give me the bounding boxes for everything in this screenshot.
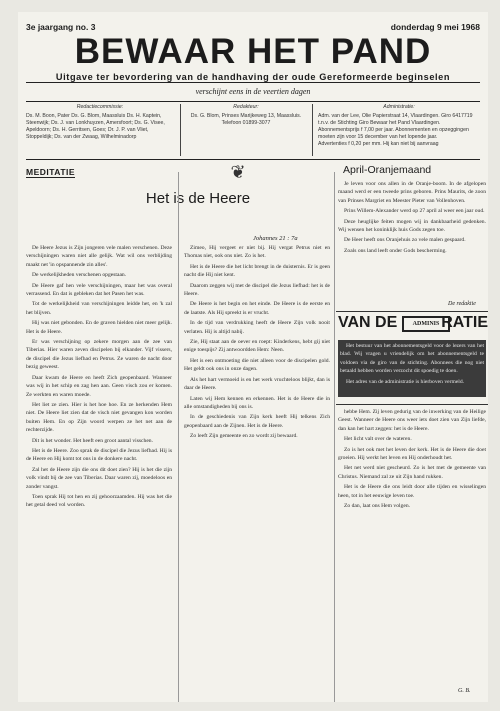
admin-block (318, 104, 480, 156)
paragraph: Zoals ons land leeft onder Gods bescherming. (344, 247, 447, 254)
admin-note: Advertenties f 0,20 per mm. Hij kan niet bij aanvraag (318, 141, 439, 147)
redaction-text: Ds. M. Boon, Pater Ds. G. Blom, Maassluis Ds. H. Kaptein, Steenwijk; Ds. J. van Lonkhuyzen, Amersfoort; Ds. G. Visee, Apeldoorn; Ds. H. Gerritsen, Goes; Dr. J. P. van Vliet, Stoppeldijk; Ds. van der Zwaag, Wilhelminadorp (26, 113, 165, 140)
paragraph: Het liet ze zien. Hier is het hoe hoe. En ze herkenden Hem niet. De Heere liet zien dat de visch niet gevangen kon worden buiten Hem. En op Zijn woord werpen ze het net aan de rechterzijde. (26, 401, 172, 434)
paragraph: Toen sprak Hij tot hen en zij gehoorzaamden. Hij was het die het getal deed vol worden. (26, 493, 172, 509)
divider (312, 104, 313, 156)
paragraph: Je leven voor ons allen in de Oranje-boom. In de afgelopen maand werd er een tweede prins geboren. Prins Maurits, de zoon van Prinses Margriet en Meester Pieter van Vollenhoven. (338, 181, 486, 204)
paragraph: Prins Willem-Alexander werd op 27 april al weer een jaar oud. (344, 208, 485, 215)
paragraph: Dit is het wonder. Het heeft een groot aantal visschen. (32, 437, 154, 444)
paragraph: Het adres van de administratie is hierboven vermeld. (346, 378, 465, 385)
editor-text: Ds. G. Blom, Prinses Marijkeweg 13, Maassluis. Telefoon 01899-3077 (190, 113, 302, 126)
column-divider (334, 172, 335, 702)
paragraph: Zimeo, Hij vergeet er niet bij. Hij vergat Petrus niet en Thomas niet, ook ons niet. Zo is het. (184, 245, 330, 260)
editor-block (186, 104, 306, 156)
divider (336, 311, 488, 312)
admin-text: Adm. van der Lee, Olie Papierstraat 14, Vlaardingen. Giro 6417719 t.n.v. de Stichting Giro Bewaar het Pand Vlaardingen. Abonnementsprijs f 7,00 per jaar. Abonnementen en opzeggingen moeten zijn voor 15 december van het lopende jaar. (318, 113, 473, 140)
heading-left: VAN DE (338, 314, 398, 331)
divider (26, 82, 480, 83)
paragraph: Zo leeft Zijn gemeente en zo wordt zij bewaard. (190, 433, 298, 440)
masthead-subtitle: Uitgave ter bevordering van de handhaving der oude Gereformeerde beginselen (55, 72, 451, 82)
paragraph: Zie, Hij staat aan de oever en roept: Kinderkens, hebt gij niet enige toespijs? Zij antwoordden Hem: Neen. (184, 339, 330, 354)
april-article (338, 180, 486, 300)
paragraph: De Heere Jezus is Zijn jongeren vele malen verschenen. Deze verschijningen waren niet alle gelijk. Wat wil ons verblijding maakt net 'in opspannende zin alles'. (26, 245, 172, 268)
april-title: April-Oranjemaand (343, 164, 432, 176)
paragraph: Het is de Heere. Zoo sprak de discipel die Jezus liefhad. Hij is de Heere en Hij komt tot ons in de donkere nacht. (26, 447, 172, 463)
paragraph: De Heere gaf hen vele verschijningen, maar het was overal verrassend. En dat is gebleken dat het Pasen het was. (26, 282, 172, 298)
paragraph: De Heere is het begin en het einde. De Heere is de eerste en de laatste. Als Hij spreekt is er vrucht. (184, 301, 330, 316)
paragraph: Deze heuglijke feiten mogen wij in dankbaarheid gedenken. Wij wensen het koninklijk huis Gods zegen toe. (338, 218, 486, 234)
meditation-column-3 (338, 408, 486, 696)
paragraph: Het is een ontmoeting die niet alleen voor de discipelen gold. Het geldt ook ons in onze dagen. (184, 357, 330, 373)
redaction-heading: Redactiecommissie: (76, 104, 124, 110)
paragraph: De Heer heeft ons Oranjehuis zo vele malen gespaard. (344, 237, 466, 244)
paragraph: Daarom zeggen wij met de discipel die Jezus liefhad: het is de Heere. (184, 282, 330, 298)
paragraph: De werkelijkheden verschenen opgestaan. (32, 272, 127, 279)
dove-icon: ❦ (230, 162, 246, 182)
paragraph: Het is de Heere die ons leidt door alle tijden en wisselingen heen, tot in het eeuwige leven toe. (338, 484, 486, 499)
administratie-logo: ADMINIS (402, 316, 450, 332)
article-title: Het is de Heere (145, 190, 251, 207)
divider (336, 404, 488, 405)
paragraph: In de geschiedenis van Zijn kerk heeft Hij telkens Zich geopenbaard aan de Zijnen. Het is de Heere. (184, 414, 330, 429)
paragraph: Zo dan, laat ons Hem volgen. (344, 503, 411, 510)
heading-right: RATIE (441, 314, 488, 331)
paragraph: Daar kwam de Heere en heeft Zich geopenbaard. Wanneer was wij in het schip en zag hen aan. Geen visch zou er komen. Ze werkten en waren moede. (26, 374, 172, 398)
paragraph: In de tijd van verdrukking heeft de Heere Zijn volk nooit verlaten. Hij is altijd nabij. (184, 320, 330, 335)
meditation-signature: G. B. (458, 688, 471, 694)
scripture-reference: Johannes 21 : 7a (253, 235, 298, 242)
paragraph: Het net werd niet gescheurd. Zo is het met de gemeente van Christus. Niemand zal ze uit Zijn hand rukken. (338, 465, 486, 480)
paragraph: Er was verschijning op zekere morgen aan de zee van Tiberias. Hier waren zeven discipelen bij elkander. Vijf vissers, de discipel die Jezus liefhad en Petrus. Ze waren de nacht door bezig geweest. (26, 339, 172, 371)
paragraph: Hij was niet gebonden. En de graven hielden niet meer gelijk. Het is de Heere. (26, 320, 172, 335)
redaction-block (26, 104, 174, 156)
meditation-column-1 (26, 244, 172, 696)
paragraph: Zo is het ook met het leven der kerk. Het is de Heere die doet groeien. Hij werkt het leven en Hij onderhoudt het. (338, 446, 486, 462)
paragraph: Het licht valt over de wateren. (344, 436, 412, 443)
editor-heading: Redakteur: (233, 104, 259, 110)
masthead-tagline: verschijnt eens in de veertien dagen (195, 87, 311, 96)
paragraph: Zal het de Heere zijn die ons dit doet zien? Hij is het die zijn volk vindt bij de zee van Tiberias. Daar waren zij, moedeloos en zonder vangst. (26, 466, 172, 490)
paragraph: Als het hart vermoeid is en het werk vruchteloos blijkt, dan is daar de Heere. (184, 376, 330, 392)
paragraph: Tot de werkelijkheid van verschijningen leidde het, en 'k zal het blijven. (26, 301, 172, 316)
divider (180, 104, 181, 156)
meditation-column-2 (184, 244, 330, 696)
divider (26, 159, 480, 160)
administratie-heading (336, 314, 488, 338)
paragraph: Laten wij Hem kennen en erkennen. Het is de Heere die in alle omstandigheden bij ons is. (184, 395, 330, 410)
column-divider (178, 172, 179, 702)
paragraph: Het is de Heere die het licht brengt in de duisternis. Er is geen nacht die Hij niet kent. (184, 263, 330, 279)
admin-heading: Administratie: (383, 104, 415, 110)
divider (26, 101, 480, 102)
administratie-notice (340, 342, 484, 395)
paragraph: hebbe Hem. Zij leven gedurig van de inwerking van de Heilige Geest. Wanneer de Heere ons weer iets doet zien van Zijn liefde, dan kan het hart zeggen: het is de Heere. (338, 409, 486, 432)
newspaper-page (18, 12, 488, 702)
april-signature: De redaktie (448, 301, 476, 307)
paragraph: Het bestuur van het abonnementsgeld voor de lezers van het blad. Wij vragen u vriendelijk om het abonnementsgeld te voldoen via de giro van de stichting. Abonnees die nog niet betaald hebben worden verzocht dit spoedig te doen. (340, 343, 484, 375)
masthead-title: BEWAAR HET PAND (74, 32, 432, 71)
issue-number: 3e jaargang no. 3 (26, 22, 96, 32)
section-label: MEDITATIE (26, 167, 76, 177)
issue-date: donderdag 9 mei 1968 (390, 22, 480, 32)
